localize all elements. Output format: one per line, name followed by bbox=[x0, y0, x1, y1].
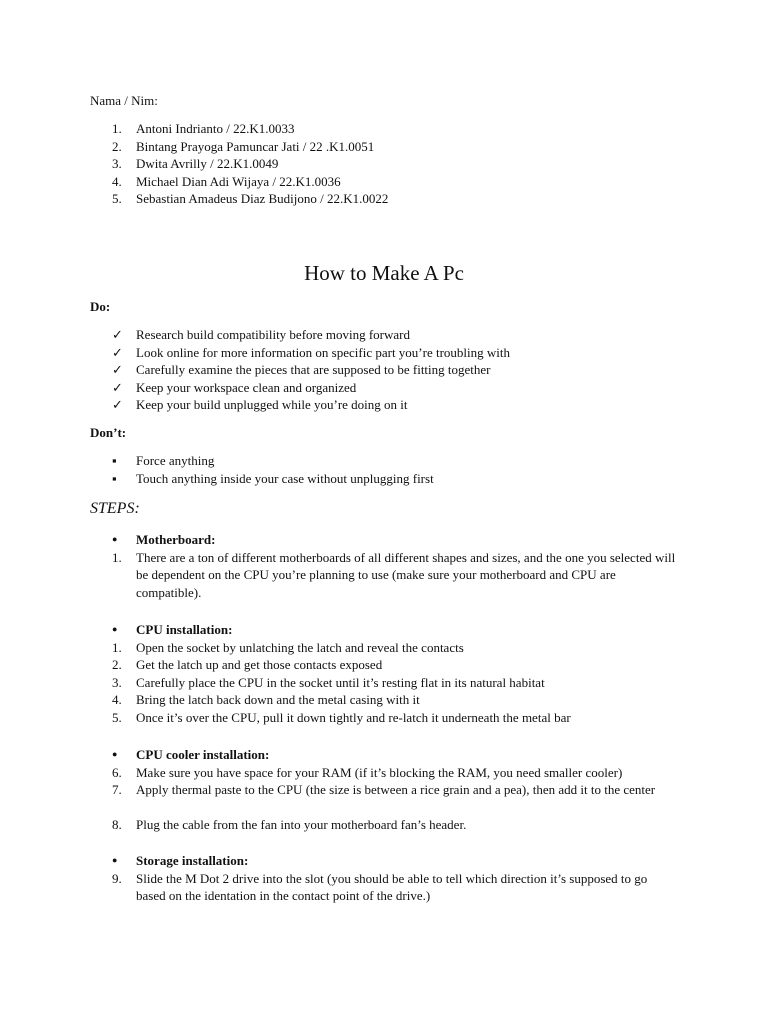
square-bullet-icon: ▪ bbox=[112, 470, 117, 486]
nama-nim-label: Nama / Nim: bbox=[90, 93, 158, 108]
bullet-icon: ● bbox=[112, 855, 118, 865]
square-bullet-icon: ▪ bbox=[112, 453, 117, 468]
dont-heading: Don’t: bbox=[90, 425, 127, 440]
bullet-icon: ● bbox=[112, 534, 118, 544]
page-title: How to Make A Pc bbox=[304, 261, 464, 285]
check-icon: ✓ bbox=[112, 362, 123, 378]
bullet-icon: ● bbox=[112, 624, 118, 634]
check-icon: ✓ bbox=[112, 327, 123, 342]
check-icon: ✓ bbox=[112, 379, 123, 395]
steps-label: STEPS: bbox=[90, 500, 140, 517]
bullet-icon: ● bbox=[112, 749, 118, 759]
do-heading: Do: bbox=[90, 299, 111, 314]
document-page: Nama / Nim: 1. Antoni Indrianto / 22.K1.0033 2. Bintang Prayoga Pamuncar Jati / 22 .K1.0051 3. Dwita Avrilly / 22.K1.0049 4. Michael Dian Adi Wijaya / 22.K1.0036 5. Sebastian Amadeus Diaz Budijono / 22.K1.0022 How to Make A Pc Do: ✓ Research build compatibility before moving forward ✓ Look online for more information on specific part you’re troubling with ✓ Carefully examine the pieces that are supposed to be fitting together ✓ Keep your workspace clean and organized ✓ Keep your build unplugged while you’re doing on it Don’t: ▪ Force anything ▪ Touch anything inside your case without unplugging first STEPS: ● Motherboard: 1. There are a ton of different motherboards of all different shapes and sizes, and the one you selected will be dependent on the CPU you’re planning to use (make sure your motherboard and CPU are compatible). ● CPU installation: 1. Open the socket by unlatching the latch and reveal the contacts 2. Get the latch up and get those contacts exposed 3. Carefully place the CPU in the socket until it’s resting flat in its natural habitat 4. Bring the latch back down and the metal casing with it 5. Once it’s over the CPU, pull it down tightly and re-latch it underneath the metal bar ● CPU cooler installation: 6. Make sure you have space for your RAM (if it’s blocking the RAM, you need smaller cooler) 7. Apply thermal paste to the CPU (the size is between a rice grain and a pea), then add it to the center 8. Plug the cable from the fan into your motherboard fan’s header. ● Storage installation: 9. Slide the M Dot 2 drive into the slot (you should be able to tell which direction it’s supposed to go based on the identation in the contact point of the drive.) bbox=[0, 0, 768, 1024]
check-icon: ✓ bbox=[112, 344, 123, 360]
check-icon: ✓ bbox=[112, 397, 123, 413]
